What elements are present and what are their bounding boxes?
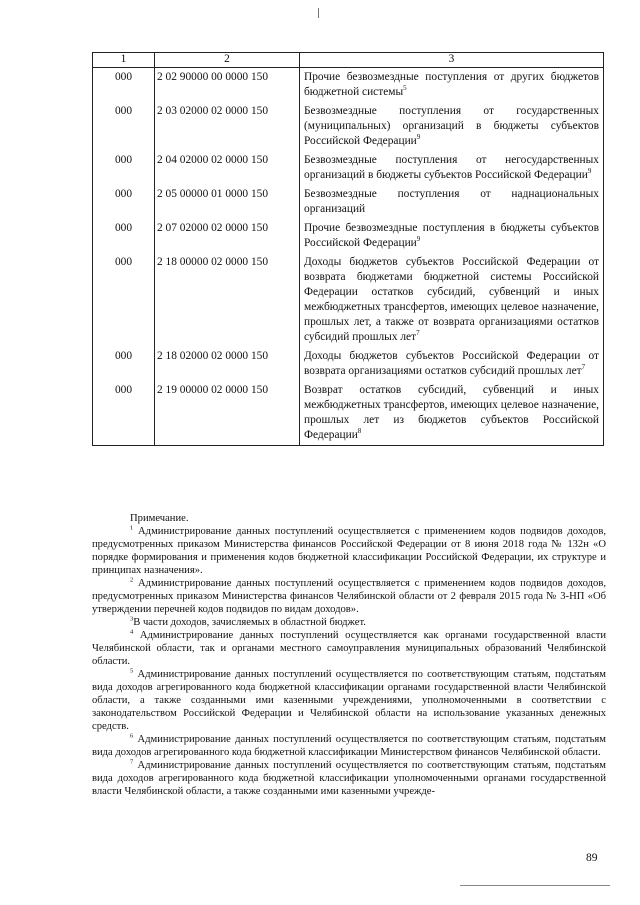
revenue-name: Безвозмездные поступления от негосударственных организаций в бюджеты субъектов Российской Федерации bbox=[304, 154, 599, 181]
table-row bbox=[93, 381, 604, 446]
revenue-code-cell: 2 02 90000 00 0000 150 bbox=[155, 68, 300, 103]
table-row bbox=[93, 68, 604, 103]
footnote bbox=[92, 525, 606, 577]
revenue-name-cell bbox=[300, 102, 604, 151]
admin-code-cell: 000 bbox=[93, 219, 155, 253]
footnote-number: 4 bbox=[130, 628, 134, 636]
admin-code-cell: 000 bbox=[93, 102, 155, 151]
footnote-text: Администрирование данных поступлений осуществляется по соответствующим статьям, подстатьям вида доходов агрегированного кода бюджетной классификации уполномоченными органами государственной власти Челябинской области, а также созданными ими казенными учрежде- bbox=[92, 760, 607, 797]
column-header: 2 bbox=[155, 53, 300, 68]
table-row bbox=[93, 253, 604, 347]
footnote-text: Администрирование данных поступлений осуществляется как органами государственной власти Челябинской области, так и органами местного самоуправления муниципальных образований Челябинской области. bbox=[92, 630, 606, 667]
page-number: 89 bbox=[586, 852, 598, 864]
revenue-code-cell: 2 19 00000 02 0000 150 bbox=[155, 381, 300, 446]
admin-code-cell: 000 bbox=[93, 151, 155, 185]
revenue-name: Прочие безвозмездные поступления от других бюджетов бюджетной системы bbox=[304, 71, 599, 98]
footnote bbox=[92, 759, 606, 798]
footnote-text: Администрирование данных поступлений осуществляется с применением кодов подвидов доходов, предусмотренных приказом Министерства финансов Российской Федерации от 8 июня 2018 года № 132н «О порядке формирования и применения кодов бюджетной классификации Российской Федерации, их структуре и принципах назначения». bbox=[92, 526, 606, 576]
table-row bbox=[93, 102, 604, 151]
revenue-name: Безвозмездные поступления от государственных (муниципальных) организаций в бюджеты субъектов Российской Федерации bbox=[304, 105, 599, 147]
footnote bbox=[92, 668, 606, 733]
footnote-number: 7 bbox=[130, 758, 134, 766]
footnote bbox=[92, 629, 606, 668]
column-header: 1 bbox=[93, 53, 155, 68]
footnote-number: 3 bbox=[130, 615, 134, 623]
footnote-ref: 9 bbox=[416, 133, 421, 142]
table-row bbox=[93, 185, 604, 219]
footnote-ref: 9 bbox=[416, 235, 421, 244]
revenue-code-cell: 2 18 00000 02 0000 150 bbox=[155, 253, 300, 347]
footnote-number: 1 bbox=[130, 524, 134, 532]
notes-title: Примечание. bbox=[130, 513, 189, 524]
footnote-text: Администрирование данных поступлений осуществляется с применением кодов подвидов доходов, предусмотренных приказом Министерства финансов Челябинской области от 2 февраля 2015 года № 3-НП «Об утверждении перечней кодов подвидов по видам доходов». bbox=[92, 578, 606, 615]
admin-code-cell: 000 bbox=[93, 347, 155, 381]
admin-code-cell: 000 bbox=[93, 68, 155, 103]
admin-code-cell: 000 bbox=[93, 381, 155, 446]
footnote-ref: 5 bbox=[403, 84, 407, 93]
footnote bbox=[92, 733, 606, 759]
footnotes-section bbox=[92, 512, 606, 798]
table-row bbox=[93, 151, 604, 185]
revenue-code-cell: 2 18 02000 02 0000 150 bbox=[155, 347, 300, 381]
revenue-code-cell: 2 07 02000 02 0000 150 bbox=[155, 219, 300, 253]
footnote-ref: 8 bbox=[357, 427, 362, 436]
footnote-ref: 7 bbox=[581, 363, 586, 372]
revenue-name: Прочие безвозмездные поступления в бюджеты субъектов Российской Федерации bbox=[304, 222, 599, 249]
footnote-ref: 9 bbox=[587, 167, 592, 176]
revenue-code-cell: 2 05 00000 01 0000 150 bbox=[155, 185, 300, 219]
admin-code-cell: 000 bbox=[93, 253, 155, 347]
footnote bbox=[92, 577, 606, 616]
scan-mark bbox=[318, 8, 319, 18]
footnote-text: Администрирование данных поступлений осуществляется по соответствующим статьям, подстатьям вида доходов агрегированного кода бюджетной классификации Министерством финансов Челябинской области. bbox=[92, 734, 607, 758]
table-header-row bbox=[93, 53, 604, 68]
footnote-number: 5 bbox=[130, 667, 134, 675]
revenue-code-cell: 2 04 02000 02 0000 150 bbox=[155, 151, 300, 185]
revenue-codes-table bbox=[92, 52, 604, 446]
revenue-name-cell bbox=[300, 381, 604, 446]
footnote-text: Администрирование данных поступлений осуществляется по соответствующим статьям, подстатьям вида доходов агрегированного кода бюджетной классификации органами государственной власти Челябинской области, а также созданными ими казенными учреждениями, уполномоченными в соответствии с законодательством Российской Федерации и Челябинской области на использование указанных денежных средств. bbox=[92, 669, 607, 732]
table-row bbox=[93, 219, 604, 253]
footnote-text: В части доходов, зачисляемых в областной бюджет. bbox=[133, 617, 366, 628]
revenue-name-cell bbox=[300, 185, 604, 219]
revenue-name-cell bbox=[300, 68, 604, 103]
revenue-name-cell bbox=[300, 253, 604, 347]
revenue-name-cell bbox=[300, 151, 604, 185]
revenue-name: Доходы бюджетов субъектов Российской Федерации от возврата организациями остатков субсидий прошлых лет bbox=[304, 350, 599, 377]
footnote-ref: 7 bbox=[416, 329, 420, 338]
footer-rule bbox=[460, 885, 610, 886]
footnote bbox=[92, 616, 606, 629]
footnote-number: 6 bbox=[130, 732, 134, 740]
revenue-name: Возврат остатков субсидий, субвенций и иных межбюджетных трансфертов, имеющих целевое назначение, прошлых лет из бюджетов субъектов Российской Федерации bbox=[304, 384, 599, 441]
revenue-name: Безвозмездные поступления от наднациональных организаций bbox=[304, 188, 599, 215]
column-header: 3 bbox=[300, 53, 604, 68]
admin-code-cell: 000 bbox=[93, 185, 155, 219]
table-row bbox=[93, 347, 604, 381]
revenue-name-cell bbox=[300, 219, 604, 253]
revenue-name: Доходы бюджетов субъектов Российской Федерации от возврата бюджетами бюджетной системы Российской Федерации остатков субсидий, субвенций и иных межбюджетных трансфертов, имеющих целевое назначение, прошлых лет, а также от возврата организациями остатков субсидий прошлых лет bbox=[304, 256, 599, 343]
revenue-name-cell bbox=[300, 347, 604, 381]
footnote-number: 2 bbox=[130, 576, 134, 584]
revenue-code-cell: 2 03 02000 02 0000 150 bbox=[155, 102, 300, 151]
